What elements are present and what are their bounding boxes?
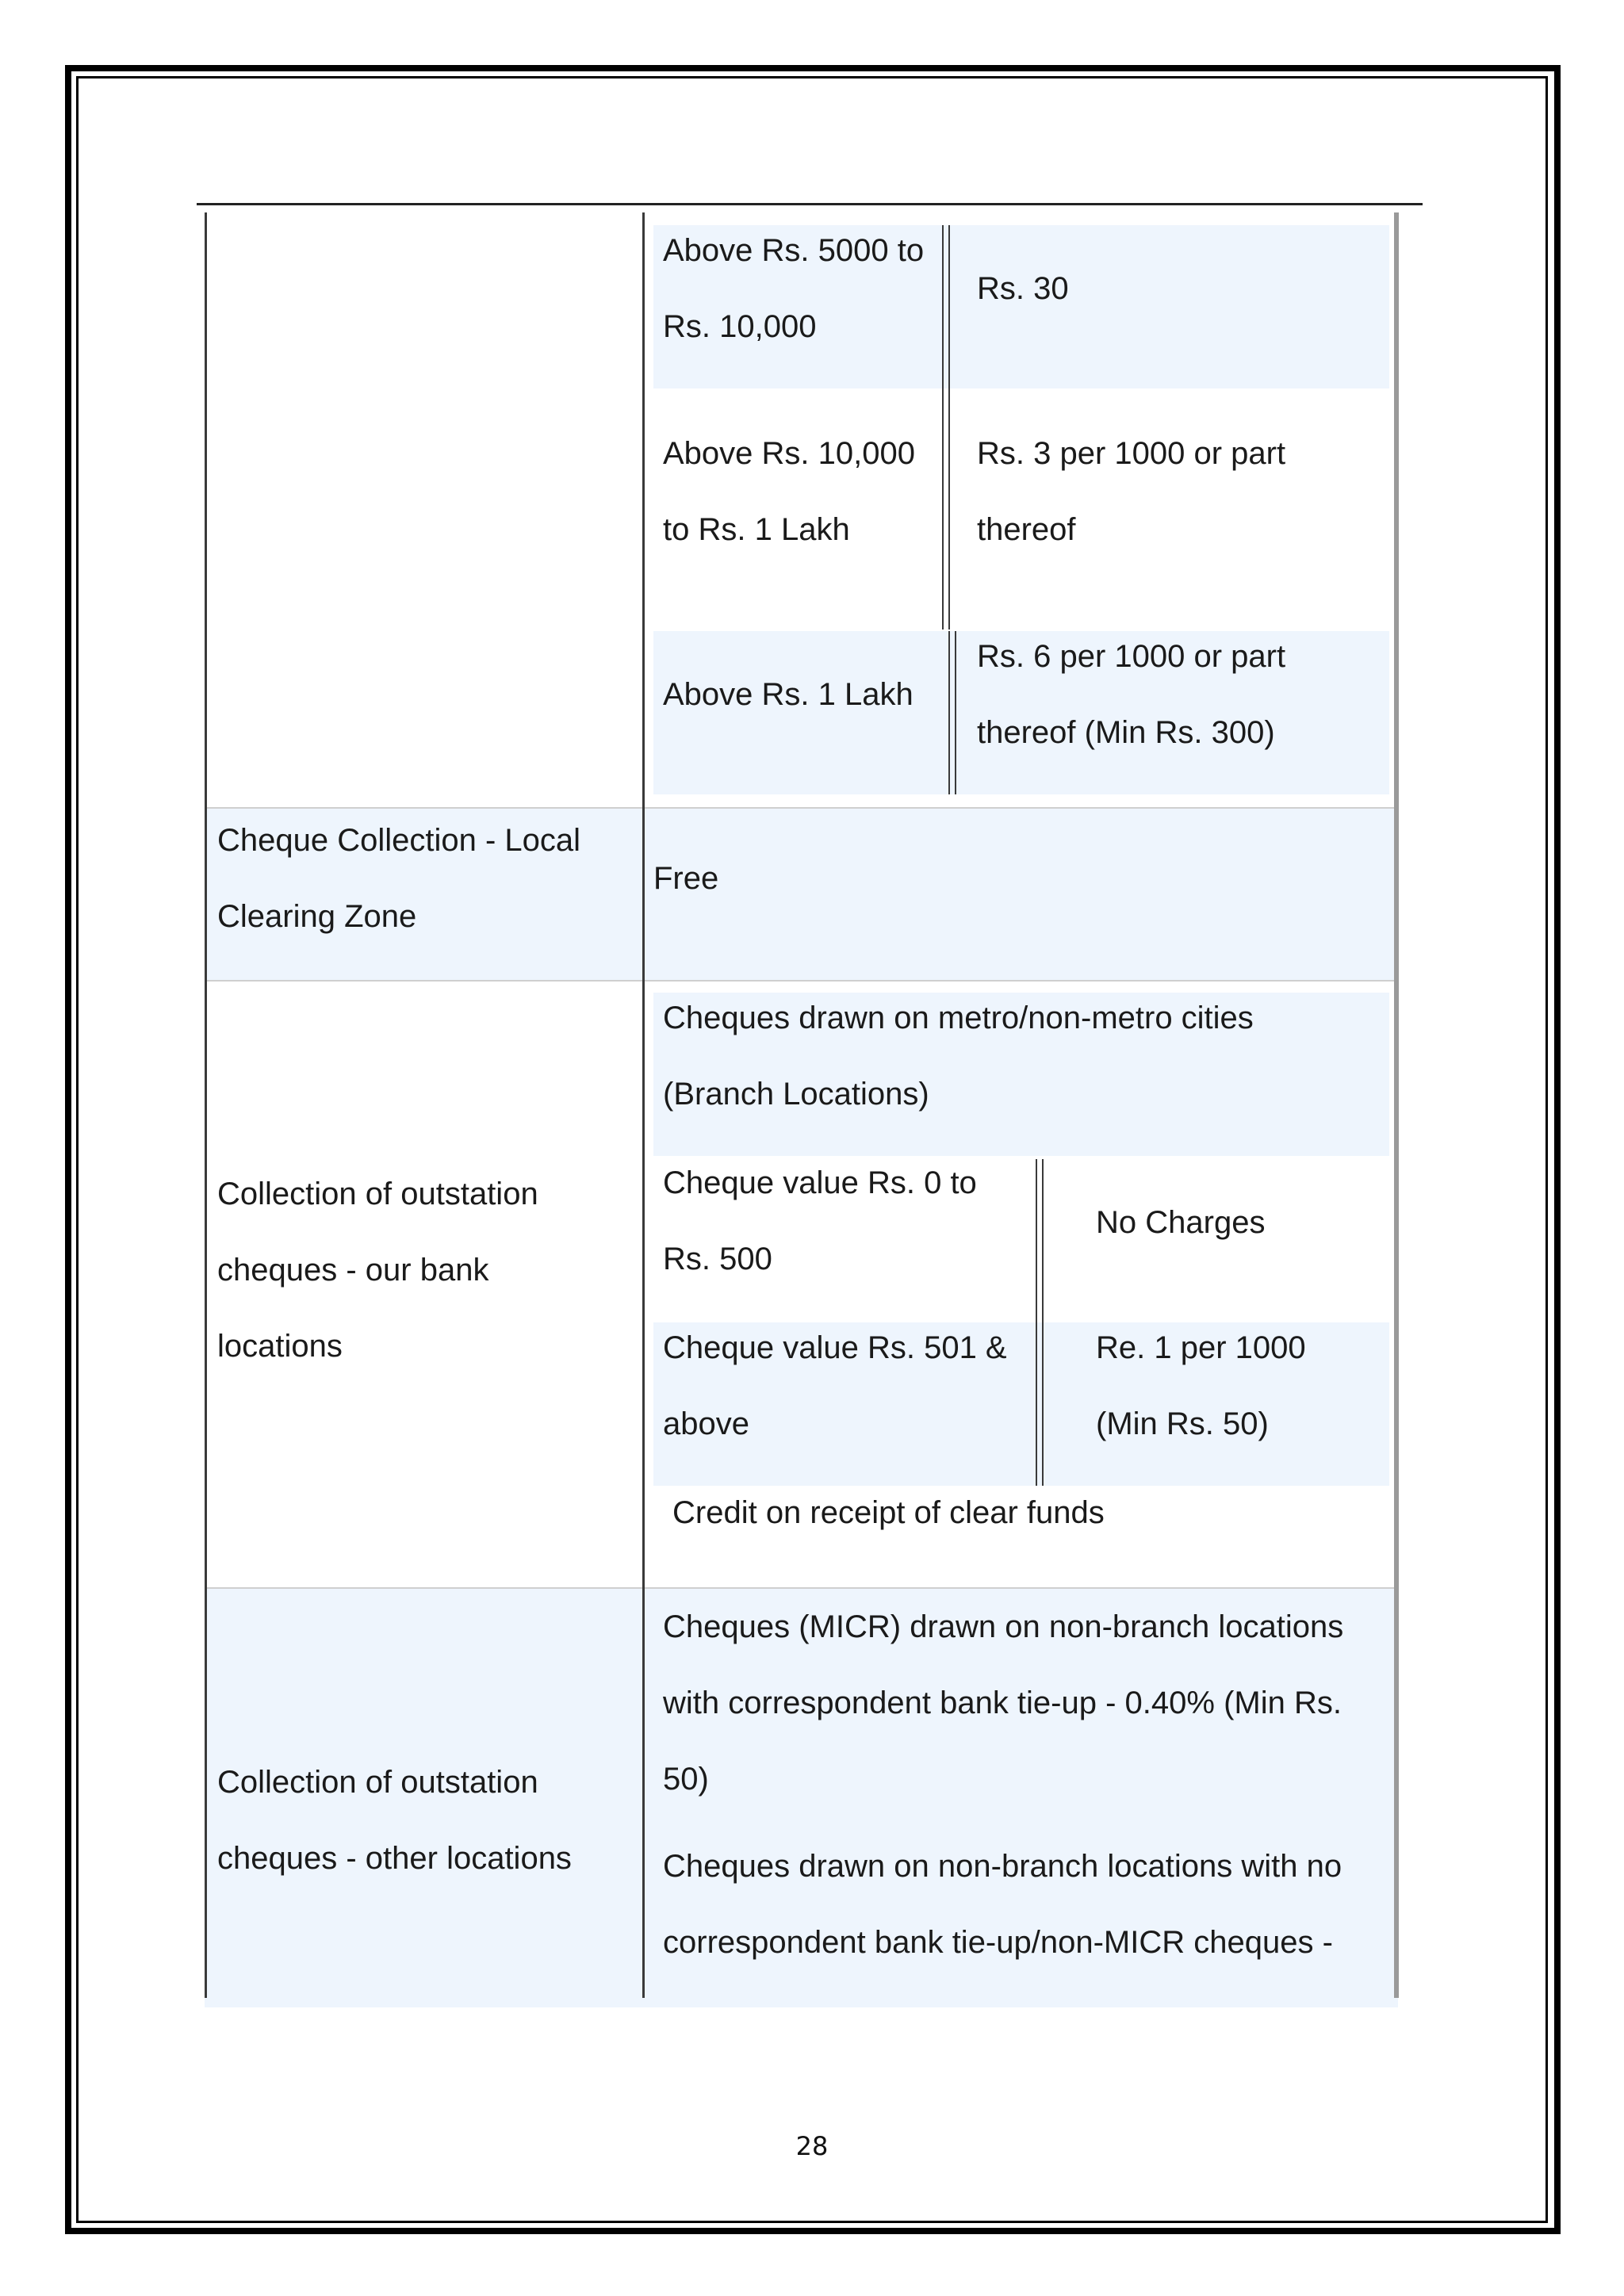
slab2-charge-line2: (Min Rs. 50) (1096, 1406, 1269, 1441)
charges-table (205, 212, 1403, 2007)
rate-charge-3-line2: thereof (Min Rs. 300) (977, 715, 1275, 750)
non-micr-para-line2: correspondent bank tie-up/non-MICR cheques - (663, 1925, 1333, 1960)
table-left-border (205, 212, 207, 1998)
rate-slab-1-line1: Above Rs. 5000 to (663, 233, 925, 268)
micr-para-line1: Cheques (MICR) drawn on non-branch locations (663, 1609, 1344, 1644)
micr-para-line2: with correspondent bank tie-up - 0.40% (Min Rs. (663, 1686, 1342, 1720)
slab2-range-line2: above (663, 1406, 749, 1441)
rate-charge-3-line1: Rs. 6 per 1000 or part (977, 639, 1286, 674)
header-rule (197, 203, 1423, 205)
rate-charge-2-line2: thereof (977, 512, 1076, 547)
rate-divider-upper (942, 225, 950, 629)
metro-subheading-line1: Cheques drawn on metro/non-metro cities (663, 1001, 1254, 1035)
local-clearing-label-line1: Cheque Collection - Local (217, 823, 581, 858)
outstation-our-label-line1: Collection of outstation (217, 1177, 538, 1211)
slab1-charge: No Charges (1096, 1205, 1266, 1240)
metro-subheading-line2: (Branch Locations) (663, 1077, 929, 1112)
slab-divider (1036, 1159, 1044, 1486)
outstation-other-label-line1: Collection of outstation (217, 1765, 538, 1800)
non-micr-para-line1: Cheques drawn on non-branch locations with no (663, 1849, 1342, 1884)
rate-charge-2-line1: Rs. 3 per 1000 or part (977, 436, 1286, 471)
rate-slab-2-line1: Above Rs. 10,000 (663, 436, 915, 471)
page-number: 28 (795, 2131, 829, 2161)
rate-slab-3: Above Rs. 1 Lakh (663, 677, 914, 712)
rate-slab-2-line2: to Rs. 1 Lakh (663, 512, 850, 547)
rate-charge-1: Rs. 30 (977, 271, 1069, 306)
slab2-range-line1: Cheque value Rs. 501 & (663, 1330, 1007, 1365)
rate-divider-lower (948, 631, 956, 794)
table-right-border (1394, 212, 1399, 1998)
rate-slab-1-line2: Rs. 10,000 (663, 309, 817, 344)
slab2-charge-line1: Re. 1 per 1000 (1096, 1330, 1306, 1365)
micr-para-line3: 50) (663, 1762, 709, 1797)
local-clearing-value: Free (653, 861, 719, 896)
slab1-range-line2: Rs. 500 (663, 1242, 772, 1276)
clear-funds-note: Credit on receipt of clear funds (672, 1495, 1105, 1530)
outstation-other-label-line2: cheques - other locations (217, 1841, 572, 1876)
column-divider (642, 212, 645, 1998)
slab1-range-line1: Cheque value Rs. 0 to (663, 1165, 977, 1200)
local-clearing-label-line2: Clearing Zone (217, 899, 417, 934)
outstation-our-label-line3: locations (217, 1329, 343, 1364)
outstation-our-label-line2: cheques - our bank (217, 1253, 489, 1288)
